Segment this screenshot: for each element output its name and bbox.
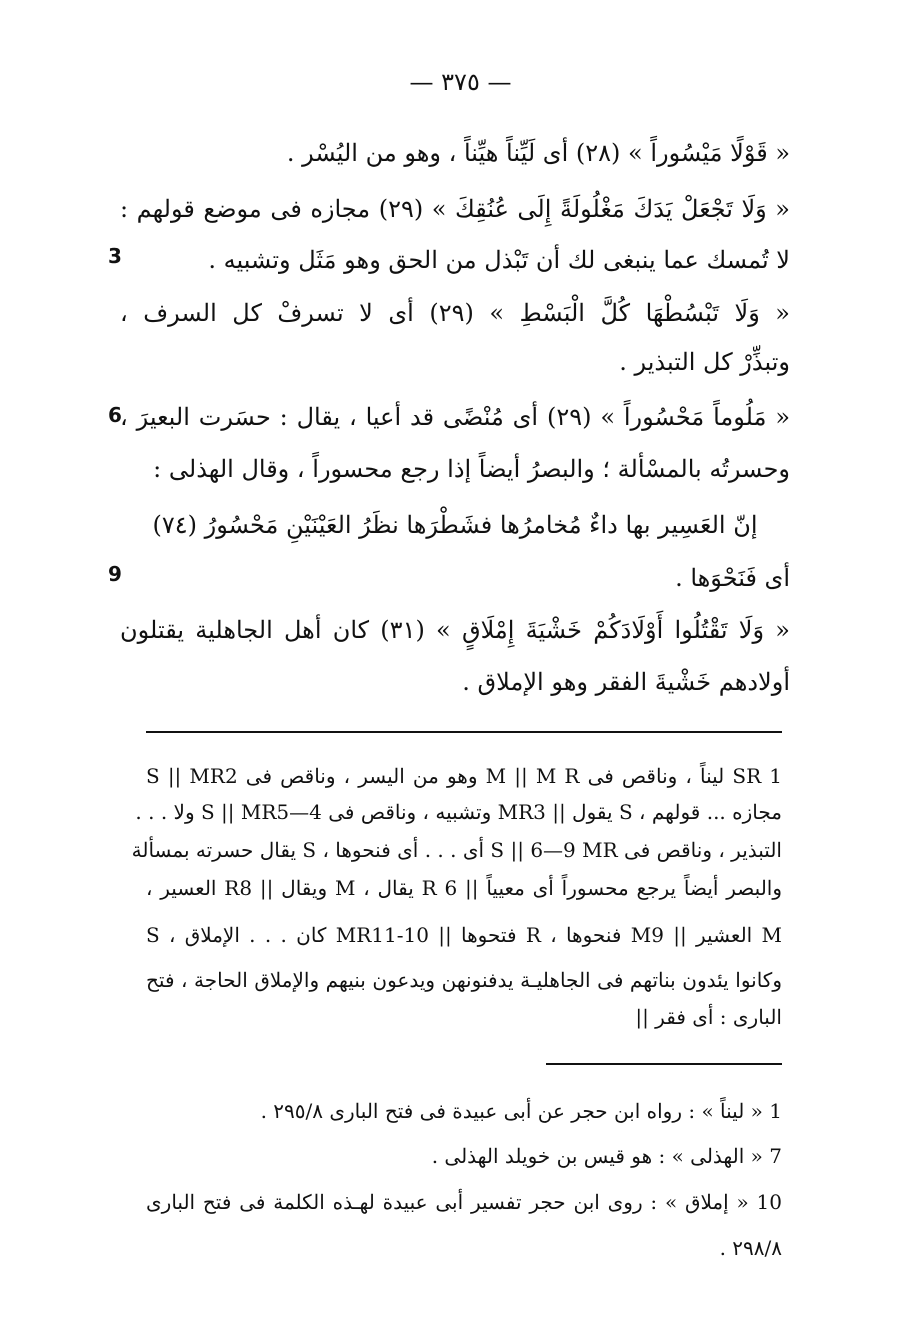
apparatus-line: مجازه ... قولهم ، S يقول || MR3 وتشبيه ، وناقص فى S || MR5—4 ولا . . . [135,800,782,824]
footnote-line: 1 « ليناً » : رواه ابن حجر عن أبى عبيدة فى فتح البارى ٢٩٥/٨ . [260,1099,782,1123]
apparatus-line: M العشير || M9 فنحوها ، R فتحوها || MR11-10 كان . . . الإملاق ، S [146,923,783,947]
apparatus-line: والبصر أيضاً يرجع محسوراً أى معيياً || 6 R يقال ، M ويقال || R8 العسير ، [146,876,782,900]
line-number: 6 [108,403,122,427]
main-line: وحسرتُه بالمسْألة ؛ والبصرُ أيضاً إذا رجع محسوراً ، وقال الهذلى : [153,455,790,483]
verse-line: إنّ العَسِير بها داءٌ مُخامرُها فشَطْرَها نظَرُ العَيْنَيْنِ مَحْسُورُ (٧٤) [152,511,758,539]
main-line: أولادهم خَشْيةَ الفقر وهو الإملاق . [462,668,790,696]
apparatus-line: البارى : أى فقر || [635,1005,782,1029]
main-line: « وَلَا تَقْتُلُوا أَوْلَادَكُمْ خَشْيَةَ إِمْلَاقٍ » (٣١) كان أهل الجاهلية يقتلون [120,616,790,644]
apparatus-line: وكانوا يئدون بناتهم فى الجاهليـة يدفنونهن ويدعون بنيهم والإملاق الحاجة ، فتح [146,968,782,992]
apparatus-line: 1 SR ليناً ، وناقص فى M || M R وهو من اليسر ، وناقص فى S || MR2 [146,764,783,788]
footnote-line: ٢٩٨/٨ . [719,1236,782,1260]
page-number: — ٣٧٥ — [409,68,512,96]
main-line: أى فَنَحْوَها . [675,564,790,592]
main-line: « وَلَا تَجْعَلْ يَدَكَ مَغْلُولَةً إِلَى عُنُقِكَ » (٢٩) مجازه فى موضع قولهم : [120,195,790,223]
notes-divider [546,1063,782,1065]
apparatus-divider [146,731,782,733]
main-line: « قَوْلًا مَيْسُوراً » (٢٨) أى لَيِّناً هيِّناً ، وهو من اليُسْر . [286,139,790,167]
apparatus-line: التبذير ، وناقص فى S || 6—9 MR أى . . . أى فنحوها ، S يقال حسرته بمسألة [131,838,782,862]
line-number: 3 [108,244,122,268]
line-number: 9 [108,562,122,586]
footnote-line: 10 « إملاق » : روى ابن حجر تفسير أبى عبيدة لهـذه الكلمة فى فتح البارى [146,1190,782,1214]
footnote-line: 7 « الهذلى » : هو قيس بن خويلد الهذلى . [431,1144,782,1168]
main-line: « مَلُوماً مَحْسُوراً » (٢٩) أى مُنْضًى قد أعيا ، يقال : حسَرت البعيرَ ، [120,403,791,431]
main-line: وتبذِّرْ كل التبذير . [619,348,790,376]
main-line: « وَلَا تَبْسُطْهَا كُلَّ الْبَسْطِ » (٢٩) أى لا تسرفْ كل السرف ، [120,299,790,327]
main-line: لا تُمسك عما ينبغى لك أن تَبْذل من الحق وهو مَثَل وتشبيه . [208,246,790,274]
